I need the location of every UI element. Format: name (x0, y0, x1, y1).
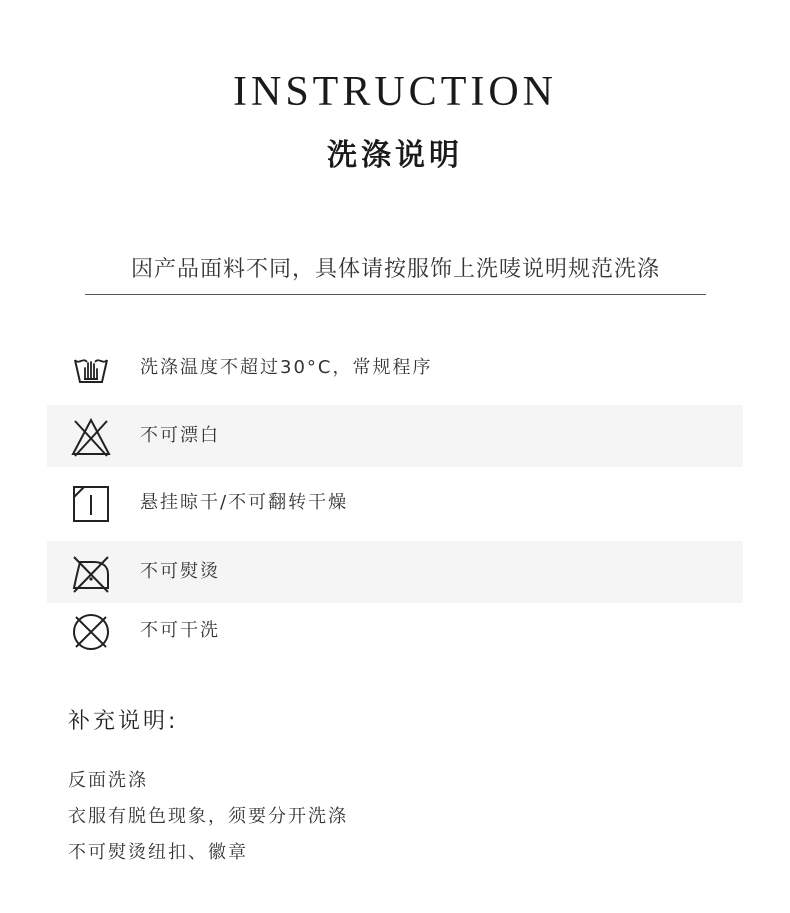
supplement-line: 不可熨烫纽扣、徽章 (68, 842, 248, 863)
care-item-no-dry-clean (47, 600, 743, 662)
care-item-text: 不可干洗 (140, 620, 220, 641)
line-dry-icon (70, 483, 112, 525)
care-item-line-dry (47, 472, 743, 534)
care-item-text: 不可漂白 (140, 425, 220, 446)
supplement-line: 反面洗涤 (68, 770, 148, 791)
care-item-text: 不可熨烫 (140, 561, 220, 582)
no-iron-icon (70, 552, 112, 594)
page-title-cn: 洗涤说明 (327, 138, 463, 173)
care-item-text: 悬挂晾干/不可翻转干燥 (140, 492, 349, 513)
hand-wash-30-icon (70, 348, 112, 390)
no-bleach-icon (70, 416, 112, 458)
care-item-no-iron (47, 541, 743, 603)
care-item-no-bleach (47, 405, 743, 467)
supplement-line: 衣服有脱色现象，须要分开洗涤 (68, 806, 348, 827)
no-dry-clean-icon (70, 611, 112, 653)
supplement-title: 补充说明: (68, 709, 179, 734)
notice-text: 因产品面料不同，具体请按服饰上洗唛说明规范洗涤 (85, 252, 706, 295)
page-title-en: INSTRUCTION (233, 69, 557, 115)
care-item-text: 洗涤温度不超过30°C，常规程序 (140, 357, 433, 378)
care-item-hand-wash (47, 337, 743, 399)
